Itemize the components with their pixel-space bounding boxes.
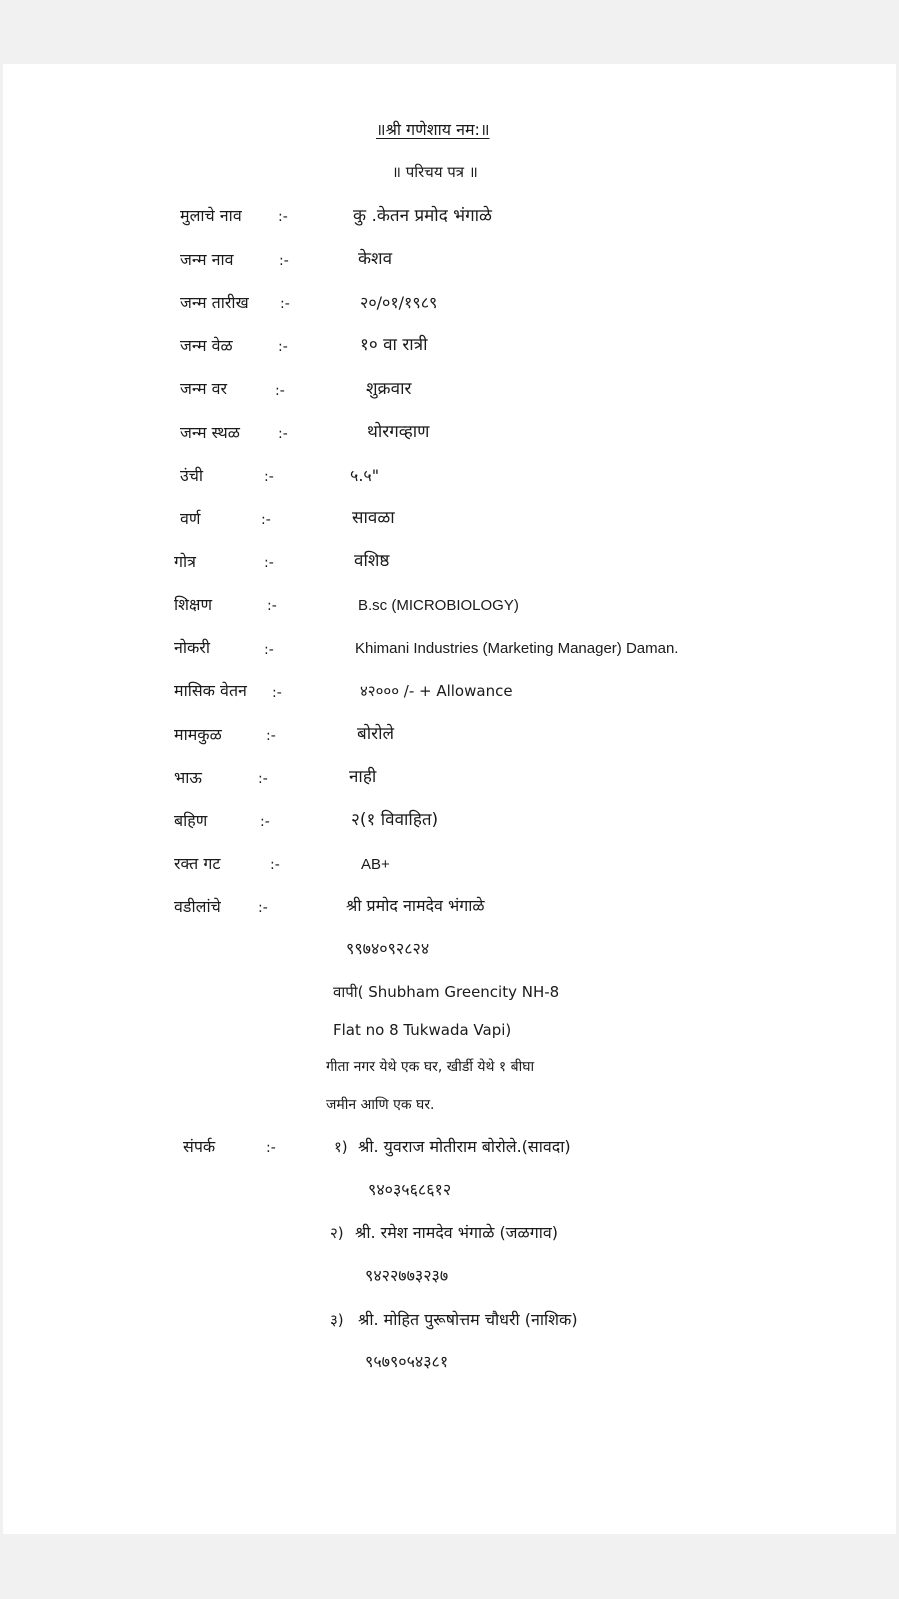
job-value: Khimani Industries (Marketing Manager) Daman.	[355, 640, 679, 657]
contact-number: २)	[330, 1224, 344, 1242]
contact-phone: ९४२२७७३२३७	[365, 1266, 449, 1285]
contact-name: श्री. युवराज मोतीराम बोरोले.(सावदा)	[358, 1137, 571, 1156]
separator: :-	[261, 512, 271, 528]
birth-day-label: जन्म वर	[180, 379, 228, 398]
father-phone: ९९७४०९२८२४	[346, 939, 430, 958]
birth-place-label: जन्म स्थळ	[180, 423, 240, 442]
father-name: श्री प्रमोद नामदेव भंगाळे	[346, 896, 485, 915]
property-line2: जमीन आणि एक घर.	[326, 1097, 435, 1113]
separator: :-	[278, 426, 288, 442]
birth-date-value: २०/०१/१९८९	[360, 293, 438, 312]
separator: :-	[270, 857, 280, 873]
separator: :-	[266, 728, 276, 744]
separator: :-	[266, 1140, 276, 1156]
complexion-label: वर्ण	[180, 509, 201, 528]
maternal-family-label: मामकुळ	[174, 725, 222, 744]
separator: :-	[264, 469, 274, 485]
education-label: शिक्षण	[174, 595, 213, 614]
complexion-value: सावळा	[352, 508, 395, 528]
gotra-label: गोत्र	[174, 552, 196, 571]
birth-name-value: केशव	[358, 249, 393, 269]
blood-group-value: AB+	[361, 856, 390, 873]
father-address-line1: वापी( Shubham Greencity NH-8	[333, 983, 560, 1001]
contact-name: श्री. रमेश नामदेव भंगाळे (जळगाव)	[355, 1223, 559, 1242]
name-label: मुलाचे नाव	[180, 206, 242, 225]
birth-place-value: थोरगव्हाण	[367, 422, 430, 442]
gotra-value: वशिष्ठ	[354, 551, 390, 571]
sister-value: २(१ विवाहित)	[351, 810, 439, 830]
name-value: कु .केतन प्रमोद भंगाळे	[353, 206, 492, 226]
separator: :-	[264, 642, 274, 658]
separator: :-	[278, 339, 288, 355]
job-label: नोकरी	[174, 638, 211, 657]
father-label: वडीलांचे	[174, 897, 221, 916]
brother-label: भाऊ	[174, 768, 202, 787]
height-label: उंची	[180, 466, 204, 485]
invocation-heading: ॥श्री गणेशाय नम:॥	[376, 120, 490, 139]
sister-label: बहिण	[174, 811, 208, 830]
salary-label: मासिक वेतन	[174, 681, 247, 700]
page-title: ॥ परिचय पत्र ॥	[392, 163, 478, 181]
contact-name: श्री. मोहित पुरूषोत्तम चौधरी (नाशिक)	[358, 1310, 578, 1329]
separator: :-	[272, 685, 282, 701]
father-address-line2: Flat no 8 Tukwada Vapi)	[333, 1021, 512, 1039]
contact-number: ३)	[330, 1311, 344, 1329]
education-value: B.sc (MICROBIOLOGY)	[358, 597, 519, 614]
blood-group-label: रक्त गट	[174, 854, 221, 873]
height-value: ५.५"	[350, 466, 380, 485]
birth-name-label: जन्म नाव	[180, 250, 234, 269]
contact-phone: ९५७९०५४३८१	[365, 1352, 449, 1371]
separator: :-	[264, 555, 274, 571]
maternal-family-value: बोरोले	[357, 724, 394, 744]
contacts-label: संपर्क	[183, 1137, 216, 1156]
separator: :-	[280, 296, 290, 312]
separator: :-	[267, 598, 277, 614]
birth-time-label: जन्म वेळ	[180, 336, 233, 355]
brother-value: नाही	[349, 767, 377, 787]
separator: :-	[279, 253, 289, 269]
contact-number: १)	[334, 1138, 348, 1156]
salary-value: ४२००० /- + Allowance	[360, 682, 513, 700]
birth-day-value: शुक्रवार	[366, 379, 412, 399]
separator: :-	[275, 383, 285, 399]
contact-phone: ९४०३५६८६१२	[368, 1180, 452, 1199]
birth-date-label: जन्म तारीख	[180, 293, 249, 312]
separator: :-	[258, 771, 268, 787]
birth-time-value: १० वा रात्री	[360, 335, 428, 355]
separator: :-	[278, 209, 288, 225]
separator: :-	[260, 814, 270, 830]
property-line1: गीता नगर येथे एक घर, खीर्डी येथे १ बीघा	[326, 1059, 535, 1075]
separator: :-	[258, 900, 268, 916]
